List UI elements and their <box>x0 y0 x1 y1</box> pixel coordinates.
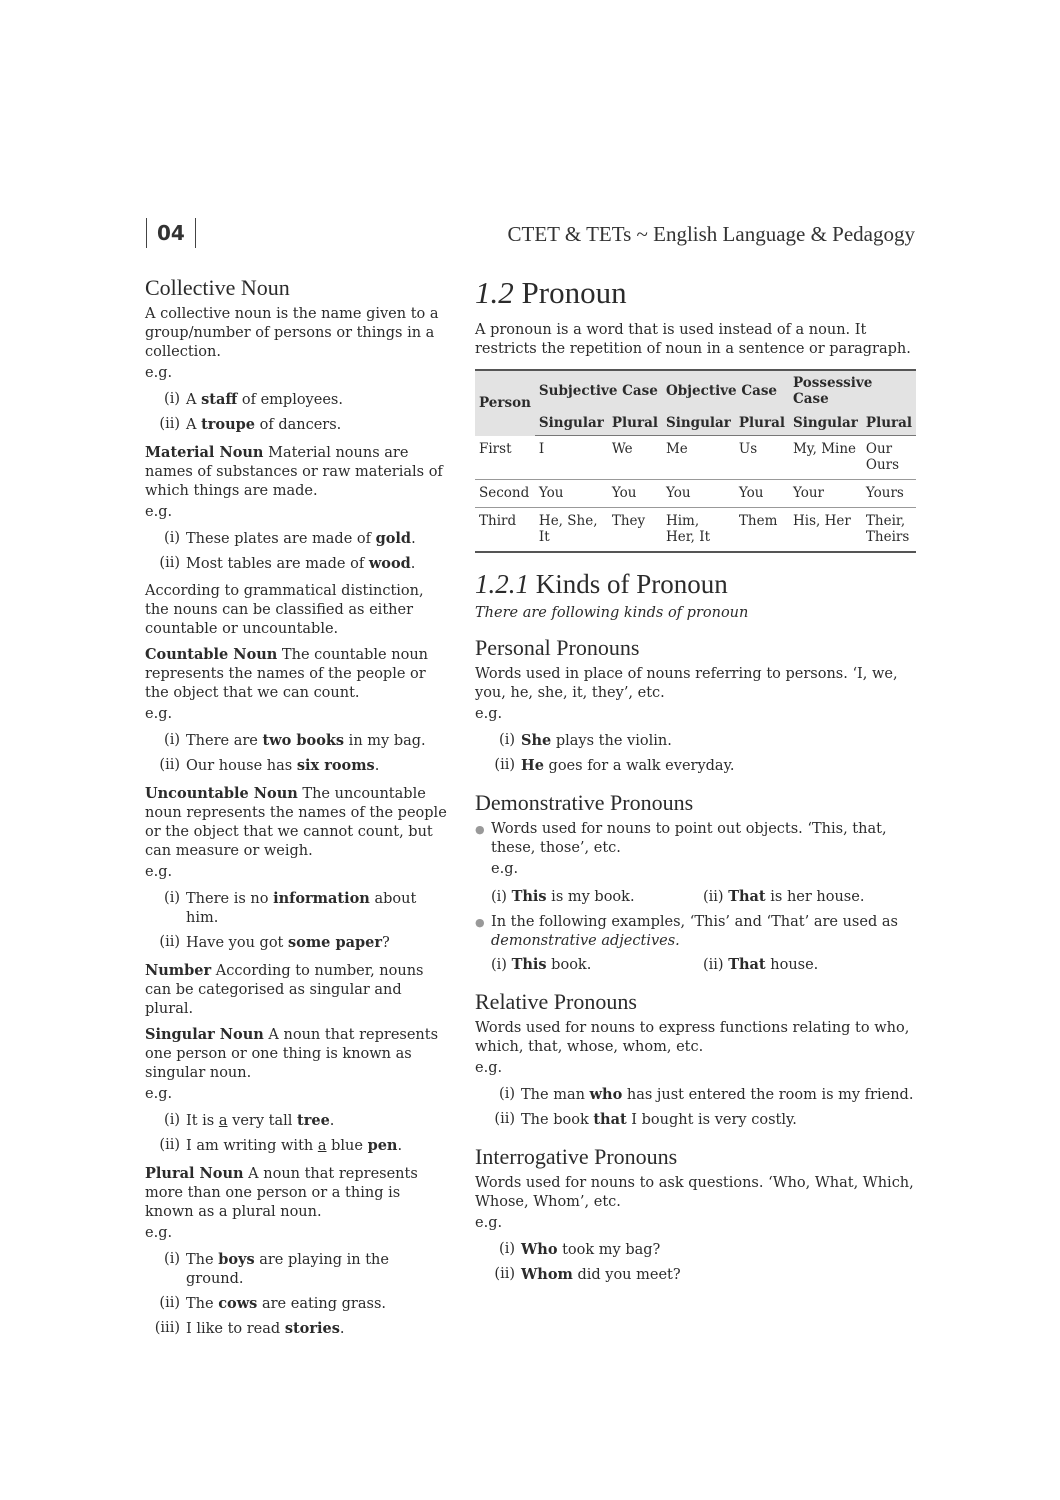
example-text: about him. <box>186 891 417 926</box>
example-keyword: that <box>593 1111 627 1128</box>
example-keyword: two books <box>262 732 345 749</box>
example-text: I am writing with <box>186 1138 318 1154</box>
term: Plural Noun <box>145 1165 244 1182</box>
example-keyword: stories <box>284 1320 340 1337</box>
example-text: The <box>186 1252 219 1268</box>
example-keyword: She <box>521 732 552 749</box>
example-number: (i) <box>164 732 180 748</box>
pronoun-cell: Your <box>789 480 862 508</box>
example-keyword: boys <box>218 1251 255 1268</box>
pronoun-cell: They <box>608 508 662 553</box>
table-body <box>475 436 916 553</box>
term: Number <box>145 962 212 979</box>
example-text: plays the violin. <box>551 733 672 749</box>
example-text: . <box>411 531 416 547</box>
example-text: These plates are made of <box>186 531 376 547</box>
example-text: . <box>397 1138 403 1154</box>
example-list <box>145 886 450 955</box>
example-item <box>703 887 915 907</box>
number-header: Plural <box>608 411 662 436</box>
chapter-heading <box>475 275 915 311</box>
example-list <box>145 387 450 437</box>
person-header: Person <box>475 370 535 436</box>
interrogative-pronouns-heading: Interrogative Pronouns <box>475 1144 678 1169</box>
number-header: Singular <box>789 411 862 436</box>
plural-noun-paragraph <box>145 1164 450 1222</box>
example-text: very tall <box>227 1113 297 1129</box>
left-column <box>145 275 450 1345</box>
number-paragraph <box>145 961 450 1019</box>
example-keyword: who <box>589 1086 623 1103</box>
example-number: (iii) <box>154 1320 180 1336</box>
countable-noun-paragraph <box>145 645 450 703</box>
pronoun-cell: He, She, It <box>535 508 608 553</box>
table-row <box>475 480 916 508</box>
table-row <box>475 436 916 480</box>
example-list <box>145 728 450 778</box>
definition: A noun that represents more than one person or a thing is known as a plural noun. <box>145 1166 418 1220</box>
example-number: (i) <box>499 1241 515 1257</box>
bullet-text: Words used for nouns to point out objects. ‘This, that, these, those’, etc. <box>491 821 887 856</box>
example-number: (i) <box>164 1251 180 1267</box>
example-item <box>145 1133 450 1158</box>
example-text: Our house has <box>186 758 297 774</box>
example-keyword: Whom <box>521 1266 573 1283</box>
number-header: Singular <box>662 411 735 436</box>
pronoun-cell: You <box>735 480 789 508</box>
example-sentence <box>186 529 416 549</box>
example-keyword: Who <box>521 1241 558 1258</box>
kinds-heading <box>475 569 915 600</box>
example-text: The book <box>521 1112 594 1128</box>
example-sentence <box>521 756 734 776</box>
pronoun-intro: A pronoun is a word that is used instead of a noun. It restricts the repetition of noun in a sentence or paragraph. <box>475 322 911 357</box>
example-number: (i) <box>164 530 180 546</box>
pronoun-cell: You <box>608 480 662 508</box>
eg-label: e.g. <box>145 365 173 381</box>
example-text: . <box>374 758 380 774</box>
example-item <box>145 526 450 551</box>
material-noun-paragraph <box>145 443 450 501</box>
bullet-italic-text: demonstrative adjectives. <box>491 933 680 949</box>
example-item <box>475 1237 915 1262</box>
example-pair <box>475 951 915 977</box>
example-text: book. <box>546 957 592 973</box>
example-number: (i) <box>499 1086 515 1102</box>
bullet-icon: ● <box>475 823 485 836</box>
example-keyword: This <box>511 956 547 973</box>
relative-pronouns-text: Words used for nouns to express functions relating to who, which, that, whose, whom, etc. <box>475 1020 910 1055</box>
relative-pronouns-heading: Relative Pronouns <box>475 989 637 1014</box>
example-text: ? <box>382 935 390 951</box>
example-list <box>475 1082 915 1132</box>
example-item <box>703 955 915 975</box>
example-text: . <box>339 1321 345 1337</box>
example-item <box>475 1262 915 1287</box>
example-item <box>475 753 915 778</box>
kinds-subtitle: There are following kinds of pronoun <box>475 605 749 621</box>
example-text: has just entered the room is my friend. <box>622 1087 914 1103</box>
example-number: (i) <box>164 1112 180 1128</box>
example-number: (i) <box>499 732 515 748</box>
example-sentence <box>521 1265 681 1285</box>
chapter-title: Pronoun <box>513 275 627 310</box>
example-text: of employees. <box>237 392 343 408</box>
example-keyword: pen <box>367 1137 398 1154</box>
singular-noun-paragraph <box>145 1025 450 1083</box>
example-keyword: tree <box>297 1112 330 1129</box>
example-number: (ii) <box>159 416 180 432</box>
example-number: (i) <box>491 957 512 973</box>
definition: According to number, nouns can be categorised as singular and plural. <box>145 963 424 1017</box>
pronoun-cell: His, Her <box>789 508 862 553</box>
table-row <box>475 508 916 553</box>
example-sentence <box>521 731 672 751</box>
example-text: are playing in the ground. <box>186 1252 389 1287</box>
example-sentence <box>186 731 426 751</box>
example-item <box>475 1107 915 1132</box>
chapter-number: 1.2 <box>475 275 514 310</box>
pronoun-cell: Them <box>735 508 789 553</box>
demonstrative-pronouns-heading: Demonstrative Pronouns <box>475 790 694 815</box>
eg-label: e.g. <box>145 1086 173 1102</box>
example-sentence <box>186 1250 450 1289</box>
example-text: blue <box>326 1138 368 1154</box>
eg-label: e.g. <box>145 504 173 520</box>
example-text: in my bag. <box>344 733 426 749</box>
number-header: Singular <box>535 411 608 436</box>
example-keyword: cows <box>218 1295 258 1312</box>
eg-label: e.g. <box>145 864 173 880</box>
pronoun-cell: Us <box>735 436 789 480</box>
example-item <box>145 1247 450 1291</box>
example-text: is her house. <box>765 889 865 905</box>
pronoun-cell: Him, Her, It <box>662 508 735 553</box>
pronoun-cell: You <box>535 480 608 508</box>
example-sentence <box>186 390 343 410</box>
example-list <box>475 728 915 778</box>
underlined-article: a <box>218 1113 228 1129</box>
example-list <box>145 1108 450 1158</box>
pronoun-cell: Me <box>662 436 735 480</box>
number-header: Plural <box>735 411 789 436</box>
page-number: 04 <box>146 218 196 248</box>
term: Uncountable Noun <box>145 785 298 802</box>
example-text: are eating grass. <box>257 1296 387 1312</box>
example-text: took my bag? <box>557 1242 661 1258</box>
example-sentence <box>521 1110 797 1130</box>
example-text: There is no <box>186 891 274 907</box>
example-number: (ii) <box>494 1111 515 1127</box>
objective-case-header: Objective Case <box>662 370 789 411</box>
term: Singular Noun <box>145 1026 264 1043</box>
example-number: (ii) <box>703 889 729 905</box>
example-text: goes for a walk everyday. <box>543 758 735 774</box>
example-text: I like to read <box>186 1321 285 1337</box>
example-keyword: gold <box>375 530 412 547</box>
example-text: . <box>329 1113 335 1129</box>
pronoun-cell: My, Mine <box>789 436 862 480</box>
example-item <box>145 930 450 955</box>
eg-label: e.g. <box>145 1225 173 1241</box>
example-keyword: staff <box>201 391 238 408</box>
eg-label: e.g. <box>475 1215 503 1231</box>
possessive-case-header: Possessive Case <box>789 370 916 411</box>
example-text: The man <box>521 1087 590 1103</box>
example-sentence <box>521 1240 660 1260</box>
example-pair <box>475 883 915 909</box>
example-text: I bought is very costly. <box>626 1112 797 1128</box>
example-number: (ii) <box>159 1137 180 1153</box>
definition: Material nouns are names of substances or raw materials of which things are made. <box>145 445 443 499</box>
example-keyword: information <box>273 890 370 907</box>
example-item <box>145 387 450 412</box>
section-number: 1.2.1 <box>475 569 529 599</box>
example-item <box>475 728 915 753</box>
example-text: house. <box>765 957 819 973</box>
pronoun-cell: Our Ours <box>862 436 916 480</box>
definition: The countable noun represents the names of the people or the object that we can count. <box>145 647 428 701</box>
pronoun-case-table <box>475 369 916 553</box>
term: Material Noun <box>145 444 264 461</box>
example-number: (i) <box>164 391 180 407</box>
distinction-paragraph: According to grammatical distinction, the nouns can be classified as either countable or uncountable. <box>145 583 424 637</box>
example-keyword: That <box>728 956 766 973</box>
example-text: A <box>186 417 202 433</box>
example-sentence <box>186 933 390 953</box>
personal-pronouns-text: Words used in place of nouns referring to persons. ‘I, we, you, he, she, it, they’, etc. <box>475 666 898 701</box>
example-text: A <box>186 392 202 408</box>
personal-pronouns-heading: Personal Pronouns <box>475 635 640 660</box>
example-item <box>491 887 703 907</box>
example-item <box>145 1316 450 1341</box>
example-text: Most tables are made of <box>186 556 369 572</box>
example-list <box>475 1237 915 1287</box>
interrogative-pronouns-text: Words used for nouns to ask questions. ‘Who, What, Which, Whose, Whom’, etc. <box>475 1175 914 1210</box>
person-cell: First <box>475 436 535 480</box>
example-number: (ii) <box>159 555 180 571</box>
example-sentence <box>186 554 415 574</box>
example-number: (ii) <box>159 1295 180 1311</box>
pronoun-cell: Yours <box>862 480 916 508</box>
example-number: (ii) <box>494 757 515 773</box>
example-item <box>145 1108 450 1133</box>
example-keyword: He <box>521 757 544 774</box>
person-cell: Third <box>475 508 535 553</box>
example-sentence <box>186 1294 386 1314</box>
eg-label: e.g. <box>475 706 503 722</box>
number-header: Plural <box>862 411 916 436</box>
eg-label: e.g. <box>145 706 173 722</box>
example-sentence <box>186 889 450 928</box>
example-item <box>475 1082 915 1107</box>
example-text: There are <box>186 733 263 749</box>
example-keyword: wood <box>368 555 411 572</box>
section-title: Kinds of Pronoun <box>529 569 728 599</box>
collective-noun-heading: Collective Noun <box>145 275 290 300</box>
example-sentence <box>186 415 341 435</box>
example-text: did you meet? <box>572 1267 681 1283</box>
bullet-item <box>475 913 915 951</box>
example-keyword: That <box>728 888 766 905</box>
example-number: (i) <box>491 889 512 905</box>
example-item <box>145 1291 450 1316</box>
example-item <box>145 886 450 930</box>
example-text: . <box>410 556 416 572</box>
pronoun-cell: We <box>608 436 662 480</box>
example-item <box>145 728 450 753</box>
definition: A noun that represents one person or one thing is known as singular noun. <box>145 1027 439 1081</box>
pronoun-cell: Their, Theirs <box>862 508 916 553</box>
example-number: (ii) <box>159 934 180 950</box>
example-item <box>145 412 450 437</box>
definition: The uncountable noun represents the names of the people or the object that we cannot count, but can measure or weigh. <box>145 786 447 859</box>
example-item <box>145 753 450 778</box>
example-sentence <box>186 1319 345 1339</box>
example-keyword: troupe <box>201 416 256 433</box>
example-keyword: some paper <box>288 934 382 951</box>
term: Countable Noun <box>145 646 278 663</box>
example-text: The <box>186 1296 219 1312</box>
example-text: of dancers. <box>255 417 342 433</box>
underlined-article: a <box>317 1138 327 1154</box>
example-sentence <box>186 756 379 776</box>
bullet-item <box>475 820 915 858</box>
running-title: CTET & TETs ~ English Language & Pedagogy <box>507 222 915 246</box>
eg-label: e.g. <box>475 1060 503 1076</box>
right-column <box>475 275 915 1291</box>
collective-noun-definition: A collective noun is the name given to a group/number of persons or things in a collection. <box>145 306 439 360</box>
example-number: (i) <box>164 890 180 906</box>
example-sentence <box>521 1085 913 1105</box>
eg-label: e.g. <box>491 861 519 877</box>
example-keyword: six rooms <box>296 757 375 774</box>
uncountable-noun-paragraph <box>145 784 450 861</box>
bullet-text: In the following examples, ‘This’ and ‘That’ are used as <box>491 914 898 930</box>
person-cell: Second <box>475 480 535 508</box>
example-list <box>145 1247 450 1341</box>
example-text: It is <box>186 1113 219 1129</box>
bullet-icon: ● <box>475 916 485 929</box>
example-number: (ii) <box>494 1266 515 1282</box>
pronoun-cell: You <box>662 480 735 508</box>
example-number: (ii) <box>159 757 180 773</box>
example-item <box>145 551 450 576</box>
example-text: Have you got <box>186 935 288 951</box>
example-text: is my book. <box>546 889 635 905</box>
example-keyword: This <box>511 888 547 905</box>
pronoun-cell: I <box>535 436 608 480</box>
example-number: (ii) <box>703 957 729 973</box>
example-list <box>145 526 450 576</box>
example-item <box>491 955 703 975</box>
subjective-case-header: Subjective Case <box>535 370 662 411</box>
